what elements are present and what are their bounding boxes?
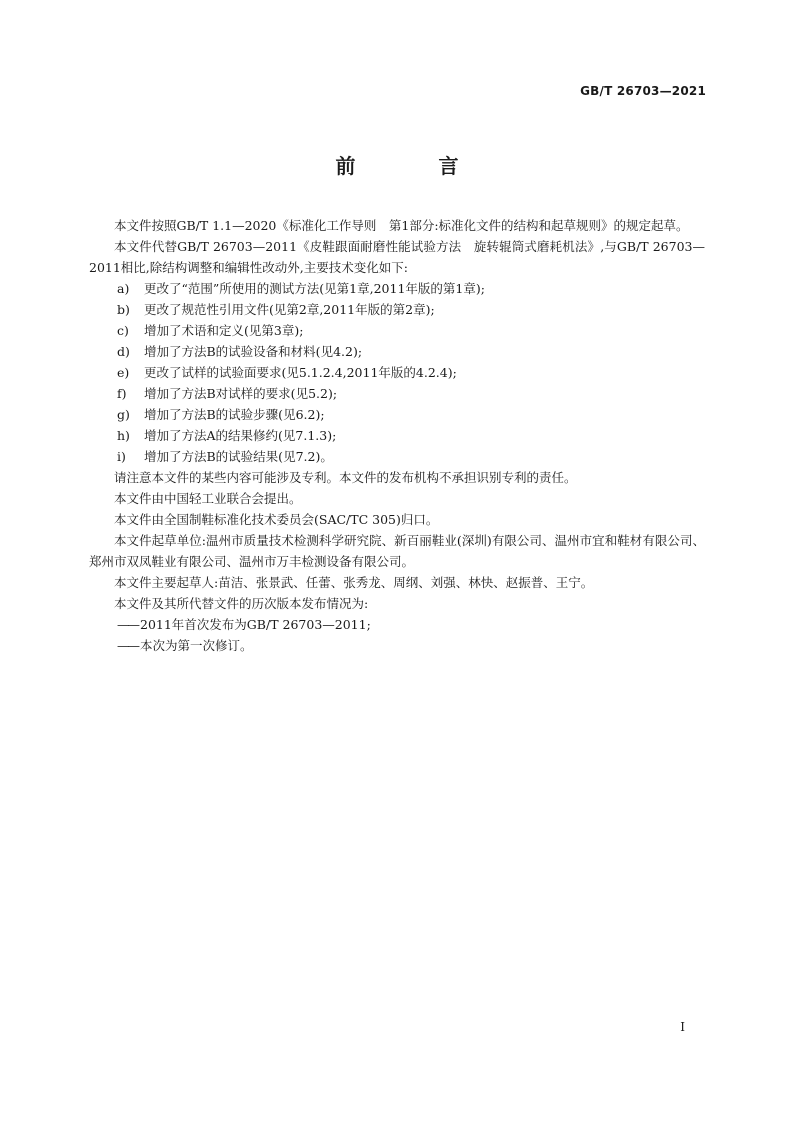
dash-marker: —— bbox=[117, 617, 138, 632]
page-number: I bbox=[680, 1020, 685, 1034]
list-marker: i) bbox=[117, 449, 126, 464]
list-item bbox=[89, 425, 705, 446]
list-item-text: 增加了方法A的结果修约(见7.1.3); bbox=[144, 428, 337, 443]
list-item-text: 更改了“范围”所使用的测试方法(见第1章,2011年版的第1章); bbox=[144, 281, 485, 296]
list-item bbox=[89, 635, 705, 656]
list-marker: f) bbox=[117, 386, 127, 401]
list-item bbox=[89, 341, 705, 362]
page-title: 前 言 bbox=[335, 154, 497, 178]
list-item-text: 增加了方法B对试样的要求(见5.2); bbox=[144, 386, 338, 401]
list-item bbox=[89, 362, 705, 383]
paragraph-replacement: 本文件代替GB/T 26703—2011《皮鞋跟面耐磨性能试验方法 旋转辊筒式磨耗机法》,与GB/T 26703—2011相比,除结构调整和编辑性改动外,主要技术变化如下: bbox=[89, 239, 705, 275]
list-item-text: 更改了试样的试验面要求(见5.1.2.4,2011年版的4.2.4); bbox=[144, 365, 457, 380]
list-item bbox=[89, 299, 705, 320]
foreword-body bbox=[89, 215, 705, 656]
list-marker: h) bbox=[117, 428, 130, 443]
list-item-text: 增加了方法B的试验结果(见7.2)。 bbox=[144, 449, 333, 464]
list-item-text: 增加了术语和定义(见第3章); bbox=[144, 323, 304, 338]
paragraph-patent-notice: 请注意本文件的某些内容可能涉及专利。本文件的发布机构不承担识别专利的责任。 bbox=[114, 470, 577, 485]
list-item bbox=[89, 614, 705, 635]
list-marker: c) bbox=[117, 323, 129, 338]
list-marker: d) bbox=[117, 344, 130, 359]
list-item-text: 增加了方法B的试验步骤(见6.2); bbox=[144, 407, 325, 422]
list-item-text: 2011年首次发布为GB/T 26703—2011; bbox=[140, 617, 371, 632]
history-list bbox=[89, 614, 705, 656]
list-item bbox=[89, 404, 705, 425]
list-item bbox=[89, 320, 705, 341]
dash-marker: —— bbox=[117, 638, 138, 653]
list-marker: e) bbox=[117, 365, 130, 380]
list-marker: g) bbox=[117, 407, 130, 422]
list-item bbox=[89, 383, 705, 404]
list-marker: a) bbox=[117, 281, 130, 296]
list-item-text: 增加了方法B的试验设备和材料(见4.2); bbox=[144, 344, 363, 359]
list-item bbox=[89, 278, 705, 299]
standard-code: GB/T 26703—2021 bbox=[580, 84, 706, 98]
paragraph-drafting-units: 本文件起草单位:温州市质量技术检测科学研究院、新百丽鞋业(深圳)有限公司、温州市宜和鞋材有限公司、郑州市双凤鞋业有限公司、温州市万丰检测设备有限公司。 bbox=[89, 533, 705, 569]
paragraph-drafting-rules: 本文件按照GB/T 1.1—2020《标准化工作导则 第1部分:标准化文件的结构和起草规则》的规定起草。 bbox=[114, 218, 689, 233]
paragraph-centralized-by: 本文件由全国制鞋标准化技术委员会(SAC/TC 305)归口。 bbox=[114, 512, 439, 527]
paragraph-drafters: 本文件主要起草人:苗洁、张景武、任蕾、张秀龙、周纲、刘强、林快、赵振普、王宁。 bbox=[114, 575, 594, 590]
list-marker: b) bbox=[117, 302, 130, 317]
paragraph-history-intro: 本文件及其所代替文件的历次版本发布情况为: bbox=[114, 596, 369, 611]
list-item bbox=[89, 446, 705, 467]
paragraph-proposed-by: 本文件由中国轻工业联合会提出。 bbox=[114, 491, 302, 506]
list-item-text: 更改了规范性引用文件(见第2章,2011年版的第2章); bbox=[144, 302, 435, 317]
changes-list bbox=[89, 278, 705, 467]
list-item-text: 本次为第一次修订。 bbox=[140, 638, 253, 653]
